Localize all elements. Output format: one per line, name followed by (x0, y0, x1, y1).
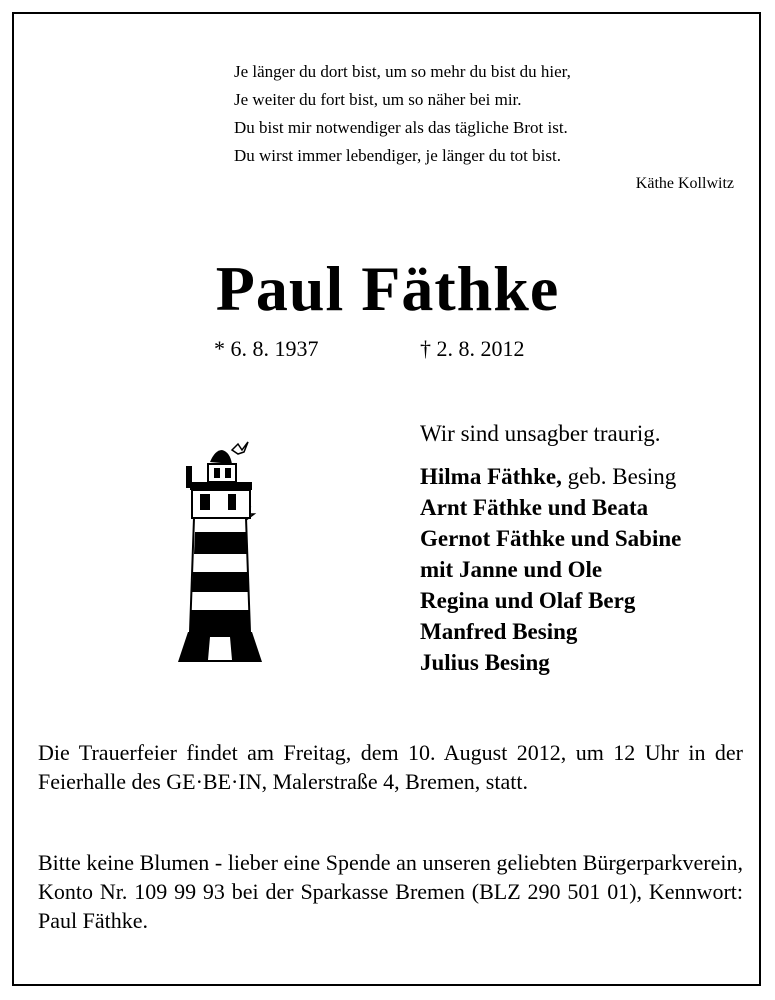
family-member: Gernot Fäthke und Sabine (420, 526, 682, 551)
poem-line: Je länger du dort bist, um so mehr du bist du hier, (234, 62, 571, 81)
funeral-notice: Die Trauerfeier findet am Freitag, dem 10. August 2012, um 12 Uhr in der Feierhalle des GE·BE·IN, Malerstraße 4, Bremen, statt. (38, 740, 743, 794)
poem-author: Käthe Kollwitz (635, 175, 734, 192)
family-member: mit Janne und Ole (420, 557, 603, 582)
death-date: † 2. 8. 2012 (420, 336, 525, 361)
family-member: Manfred Besing (420, 619, 578, 644)
mourning-line: Wir sind unsagber traurig. (420, 421, 661, 446)
family-member: Julius Besing (420, 650, 550, 675)
member-name: Hilma Fäthke, (420, 464, 562, 489)
family-member (420, 461, 760, 492)
member-note: geb. Besing (561, 464, 677, 489)
family-member: Regina und Olaf Berg (420, 588, 636, 613)
poem-line: Je weiter du fort bist, um so näher bei mir. (234, 90, 522, 109)
deceased-name: Paul Fäthke (215, 253, 560, 324)
lighthouse-icon (170, 432, 270, 667)
family-member: Arnt Fäthke und Beata (420, 495, 649, 520)
birth-date: * 6. 8. 1937 (214, 336, 319, 361)
poem-line: Du wirst immer lebendiger, je länger du tot bist. (234, 146, 561, 165)
poem-line: Du bist mir notwendiger als das tägliche Brot ist. (234, 118, 568, 137)
donation-notice: Bitte keine Blumen - lieber eine Spende an unseren geliebten Bürgerparkverein, Konto Nr. 109 99 93 bei der Sparkasse Bremen (BLZ 290 501 01), Kennwort: Paul Fäthke. (38, 850, 743, 933)
family-block (420, 418, 760, 678)
poem (234, 58, 734, 198)
